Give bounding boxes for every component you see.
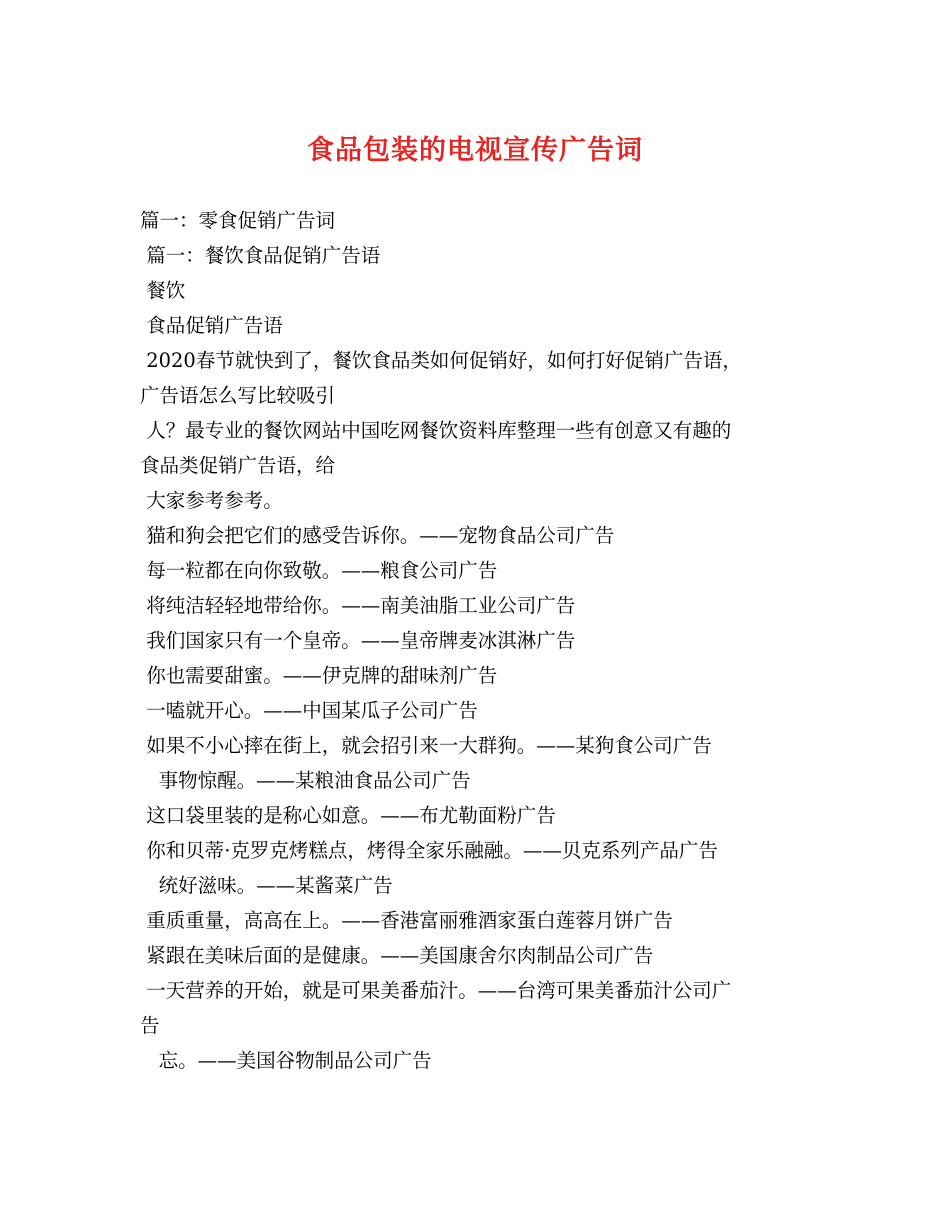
text-line: 你和贝蒂·克罗克烤糕点，烤得全家乐融融。——贝克系列产品广告 [140,839,718,862]
text-line: 一天营养的开始，就是可果美番茄汁。——台湾可果美番茄汁公司广 [140,979,732,1002]
text-line: 统好滋味。——某酱菜广告 [140,874,393,897]
text-line: 每一粒都在向你致敬。——粮食公司广告 [140,559,498,582]
text-line: 重质重量，高高在上。——香港富丽雅酒家蛋白莲蓉月饼广告 [140,909,673,932]
text-line: 将纯洁轻轻地带给你。——南美油脂工业公司广告 [140,594,576,617]
text-line: 2020春节就快到了，餐饮食品类如何促销好，如何打好促销广告语， [140,349,742,372]
text-line: 忘。——美国谷物制品公司广告 [140,1049,432,1072]
text-line: 广告语怎么写比较吸引 [140,384,336,407]
document-title: 食品包装的电视宣传广告词 [307,135,643,166]
text-line: 你也需要甜蜜。——伊克牌的甜味剂广告 [140,664,498,687]
text-line: 食品促销广告语 [140,314,283,337]
text-line: 这口袋里装的是称心如意。——布尤勒面粉广告 [140,804,556,827]
document-body [140,203,820,1078]
text-line: 大家参考参考。 [140,489,283,512]
text-line: 猫和狗会把它们的感受告诉你。——宠物食品公司广告 [140,524,615,547]
text-line: 餐饮 [140,279,186,302]
text-line: 告 [140,1014,160,1037]
text-line: 如果不小心摔在街上，就会招引来一大群狗。——某狗食公司广告 [140,734,712,757]
text-line: 人？最专业的餐饮网站中国吃网餐饮资料库整理一些有创意又有趣的 [140,419,732,442]
text-line: 食品类促销广告语，给 [140,454,336,477]
text-line: 事物惊醒。——某粮油食品公司广告 [140,769,471,792]
text-line: 一嗑就开心。——中国某瓜子公司广告 [140,699,478,722]
text-line: 篇一：餐饮食品促销广告语 [140,244,381,267]
text-line: 篇一：零食促销广告词 [140,209,336,232]
text-line: 我们国家只有一个皇帝。——皇帝牌麦冰淇淋广告 [140,629,576,652]
text-line: 紧跟在美味后面的是健康。——美国康舍尔肉制品公司广告 [140,944,654,967]
